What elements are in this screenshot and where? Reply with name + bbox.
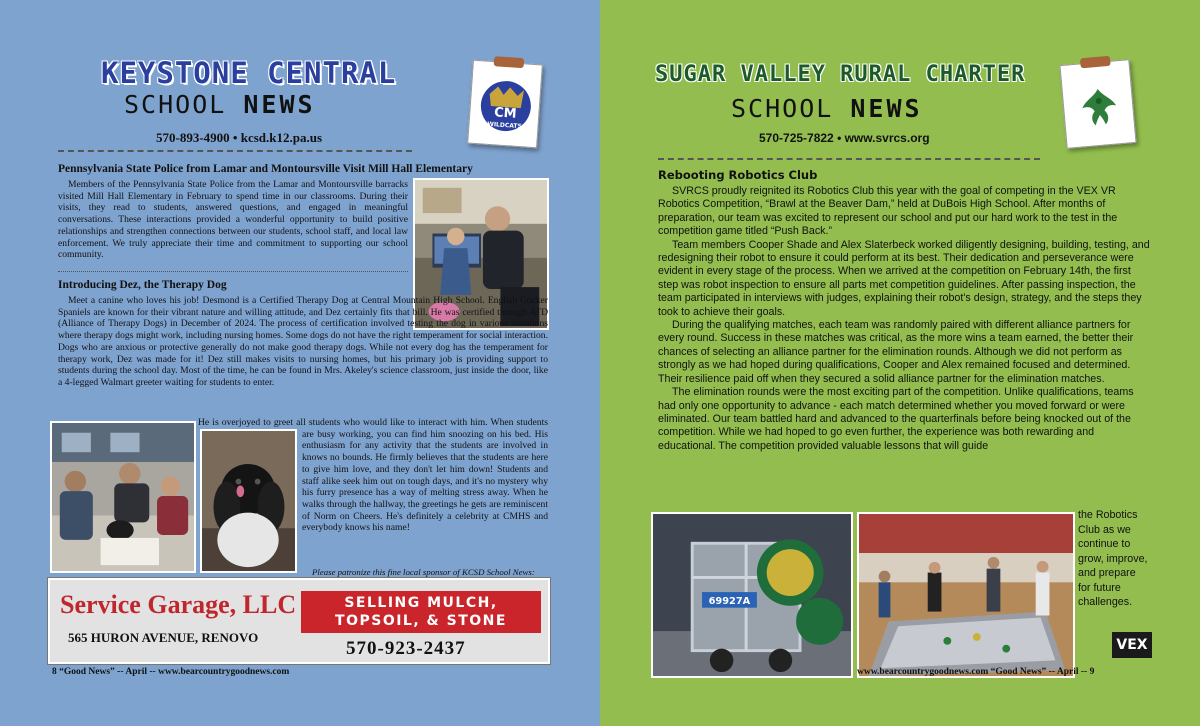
masthead-rule — [658, 158, 1040, 160]
article-body: SVRCS proudly reignited its Robotics Club this year with the goal of competing in the VEX VR Robotics Competition, “Brawl at the Beaver Dam,” held at DuBois High School. After months of preparation, our team was excited to represent our school and put our hard work to the test in the competition game titled “Push Back.” Team members Cooper Shade and Alex Slaterbeck worked diligently designing, building, testing, and redesigning their robot to ensure it could perform at its best. Their dedication and perseverance were evident in every stage of the process. When we arrived at the competition on February 14th, the first step was robot inspection to ensure all parts met competition guidelines. After passing inspection, the team participated in interviews with judges, explaining their robot's design, strategy, and the steps they took to achieve their goals. During the qualifying matches, each team was randomly paired with different alliance partners for every round. Success in these matches was critical, as the more wins a team earned, the better their chances of selecting an alliance partner for the elimination rounds. Although we did not perform as strongly as we had hoped during qualifications, Cooper and Alex remained focused and determined. Their resilience paid off when they secured a solid alliance partner for the elimination matches. The elimination rounds were the most exciting part of the competition. Unlike qualifications, teams had only one opportunity to advance - each match determined whether you moved forward or were eliminated. Our team battled hard and advanced to the quarterfinals before being knocked out of the competition. While we had hoped to go even further, the experience was both rewarding and educational. The competition provided valuable lessons that will guide — [658, 185, 1150, 452]
article-heading: Introducing Dez, the Therapy Dog — [58, 279, 227, 291]
article-heading: Pennsylvania State Police from Lamar and Montoursville Visit Mill Hall Elementary — [58, 163, 473, 175]
article-heading: Rebooting Robotics Club — [658, 168, 818, 182]
phoenix-logo — [1072, 79, 1126, 133]
vex-logo: VEX — [1112, 632, 1152, 658]
right-page — [600, 0, 1200, 726]
logo-clipboard — [467, 60, 543, 149]
article-body-side: the Robotics Club as we continue to grow, improve, and prepare for future challenges. — [1078, 509, 1148, 608]
section-divider — [58, 271, 408, 272]
ad-offer-box: SELLING MULCH, TOPSOIL, & STONE — [301, 591, 541, 633]
students-with-dog-photo — [50, 421, 196, 573]
svg-text:69927A: 69927A — [708, 595, 751, 607]
masthead-contact: 570-725-7822 • www.svrcs.org — [759, 131, 930, 145]
masthead-subtitle: SCHOOL NEWS — [731, 94, 923, 123]
therapy-dog-photo — [200, 429, 297, 573]
ad-business-name: Service Garage, LLC — [60, 590, 297, 619]
masthead-subtitle: SCHOOL NEWS — [124, 90, 316, 119]
sponsor-note: Please patronize this fine local sponsor of KCSD School News: — [312, 567, 535, 577]
page-footer: 8 “Good News” -- April -- www.bearcountrygoodnews.com — [52, 667, 290, 677]
robot-photo — [651, 512, 853, 678]
masthead-title: SUGAR VALLEY RURAL CHARTER — [655, 62, 1026, 87]
wildcats-logo — [479, 79, 532, 132]
svg-text:CM: CM — [493, 105, 518, 122]
svg-text:WILDCATS: WILDCATS — [486, 120, 523, 131]
page-footer: www.bearcountrygoodnews.com “Good News” -- April -- 9 — [857, 667, 1095, 677]
article-body: Members of the Pennsylvania State Police from the Lamar and Montoursville barracks visited Mill Hall Elementary in February to spend time in our classrooms. During their visits, they read to students, answered questions, and engaged in meaningful conversations. These interactions provided a wonderful opportunity to build positive relationships and strengthen connections between our students, school staff, and local law enforcement. We truly appreciate their time and commitment to supporting our school community. — [58, 179, 408, 261]
article-body: Meet a canine who loves his job! Desmond is a Certified Therapy Dog at Central Mountain High School. English Cocker Spaniels are known for their vibrant nature and willing attitude, and Dez certainly fits that bill. He was certified through ATD (Alliance of Therapy Dogs) in December of 2024. The process of certification involved testing the dog in various situations where therapy dogs might work, including nursing homes. Some dogs do not have the right temperament for social interaction. Dogs who are anxious or protective generally do not make good therapy dogs. While not every dog has the temperament for therapy work, Dez was made for it! Dez still makes visits to nursing homes, but his primary job is providing support to students during the school day. Most of the time, he can be found in Mrs. Akeley's science classroom, just inside the door, like a 4-legged Walmart greeter waiting for students to enter. — [58, 295, 548, 388]
masthead-rule — [58, 150, 412, 152]
logo-clipboard — [1059, 59, 1136, 149]
ad-phone: 570-923-2437 — [346, 638, 466, 659]
competition-field-photo — [857, 512, 1075, 678]
ad-address: 565 HURON AVENUE, RENOVO — [68, 630, 259, 645]
article-body-side: He is overjoyed to greet all students who would like to interact with him. When students are busy working, you can find him snoozing on his bed. His enthusiasm for any activity that the students are involved in knows no bounds. He firmly believes that the students are here to give him love, and they don't let him down! Students and staff alike seek him out on tough days, and it's no mystery why his furry presence has a way of melting stress away. When he walks through the hallway, the greetings he gets are reminiscent of Norm on Cheers. He's definitely a celebrity at CMHS and everybody knows his name! — [198, 417, 548, 534]
masthead-title: KEYSTONE CENTRAL — [101, 56, 397, 90]
sponsor-ad — [48, 578, 550, 664]
masthead-contact: 570-893-4900 • kcsd.k12.pa.us — [156, 130, 322, 145]
